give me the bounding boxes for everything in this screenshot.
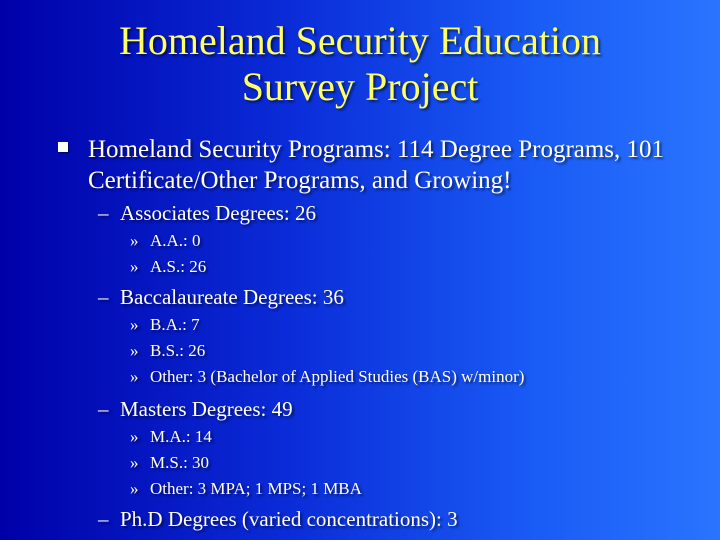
dash-bullet-icon: – (98, 397, 109, 421)
item-text: B.A.: 7 (150, 315, 200, 334)
slide-title (0, 18, 720, 110)
raquo-bullet-icon: » (130, 231, 139, 250)
section-heading: Baccalaureate Degrees: 36 (120, 285, 344, 309)
section-heading: Ph.D Degrees (varied concentrations): 3 (120, 507, 458, 531)
section-masters (98, 396, 293, 422)
section-heading: Associates Degrees: 26 (120, 201, 316, 225)
main-bullet-text: Homeland Security Programs: 114 Degree Programs, 101 Certificate/Other Programs, and Growing! (88, 136, 665, 194)
section-associates (98, 200, 316, 226)
list-item (130, 366, 524, 388)
raquo-bullet-icon: » (130, 367, 139, 386)
item-text: Other: 3 MPA; 1 MPS; 1 MBA (150, 479, 362, 498)
list-item (130, 452, 209, 474)
dash-bullet-icon: – (98, 507, 109, 531)
item-text: B.S.: 26 (150, 341, 206, 360)
list-item (130, 426, 212, 448)
section-heading: Masters Degrees: 49 (120, 397, 293, 421)
title-line-2: Survey Project (241, 64, 479, 109)
raquo-bullet-icon: » (130, 257, 139, 276)
list-item (130, 340, 205, 362)
raquo-bullet-icon: » (130, 341, 139, 360)
title-line-1: Homeland Security Education (118, 18, 602, 63)
list-item (130, 314, 200, 336)
item-text: A.S.: 26 (150, 257, 207, 276)
raquo-bullet-icon: » (130, 479, 139, 498)
section-baccalaureate (98, 284, 344, 310)
item-text: Other: 3 (Bachelor of Applied Studies (BAS) w/minor) (150, 367, 525, 386)
raquo-bullet-icon: » (130, 315, 139, 334)
section-phd (98, 506, 458, 532)
dash-bullet-icon: – (98, 201, 109, 225)
list-item (130, 230, 201, 252)
item-text: A.A.: 0 (150, 231, 201, 250)
raquo-bullet-icon: » (130, 427, 139, 446)
list-item (130, 256, 206, 278)
dash-bullet-icon: – (98, 285, 109, 309)
square-bullet-icon (58, 142, 68, 152)
item-text: M.S.: 30 (150, 453, 210, 472)
raquo-bullet-icon: » (130, 453, 139, 472)
item-text: M.A.: 14 (150, 427, 212, 446)
list-item (130, 478, 362, 500)
